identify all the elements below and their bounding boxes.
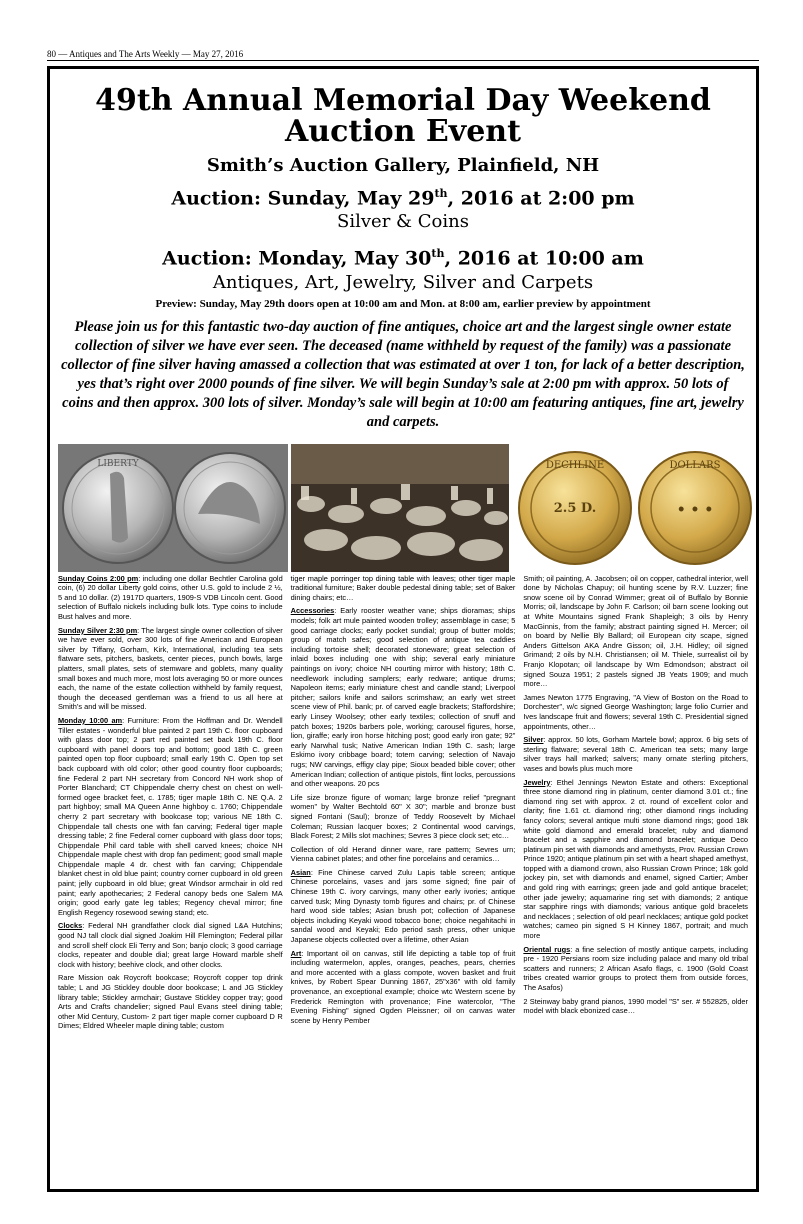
listing-paragraph — [291, 845, 516, 864]
silver-room-photo — [291, 444, 509, 572]
monday-main: Auction: Monday, May 30 — [162, 247, 432, 270]
listing-paragraph — [58, 973, 283, 1031]
listing-column-2 — [291, 574, 516, 1035]
listing-paragraph — [291, 793, 516, 841]
paragraph-text: Life size bronze figure of woman; large bronze relief "pregnant women" by Walter Bechtold 60" X 30"; marble and bronze bust signed Fontani (Saul); bronze of Teddy Roosevelt by Michael Coleman; Russian lacquer boxes; 2 Continental wood carvings, Black Forest; 2 Mills slot machines; Sevres 3 piece clock set; etc… — [290, 792, 516, 841]
listing-paragraph — [291, 868, 516, 945]
paragraph-lead: Oriental rugs — [523, 944, 571, 954]
gallery-name: Smith’s Auction Gallery, Plainfield, NH — [206, 155, 600, 176]
paragraph-text: : The largest single owner collection of silver we have ever sold, over 300 lots of fine American and European silver by Tiffany, Gorham, Kirk, International, including tea sets flatware sets, pitchers, baskets, center pieces, punch bowls, large platters, small plates, sets of stemware and goblets, many quality small boxes and much more, most lots averaging 50 or more ounces each, the name of the estate collection withheld by family request, though the deceased gentleman was a friend to us all here at Smith’s and will be missed. — [58, 625, 283, 712]
paragraph-text: : approx. 50 lots, Gorham Martele bowl; approx. 6 big sets of sterling flatware; several 18th C. American tea sets; many large silver trays hall marked; salvers; many ornate sterling pitchers, vases and bowls plus much more — [523, 735, 749, 773]
monday-auction-heading — [50, 243, 756, 269]
listing-paragraph — [523, 945, 748, 993]
sunday-rest: , 2016 at 2:00 pm — [447, 187, 635, 210]
silver-coins-image — [58, 444, 288, 572]
listing-columns — [50, 574, 756, 1035]
paragraph-text: : Fine Chinese carved Zulu Lapis table screen; antique Chinese porcelains, vases and jars some signed; fine pair of Chinese 19th C. ivory carvings, many other early ivories; antique carved tusk; Ming Dynasty tomb figures and chairs; pr. of Chinese hard wood side tables; Asian brush pot; collection of Japanese objects including Keyaki wood tobacco bone; choice negahitachi in sandal wood and Keyaki; Edo period sash press, other unique Japanese objects collected over a lifetime, other Asian — [290, 867, 516, 945]
ad-title-line-1: 49th Annual Memorial Day Weekend — [95, 83, 711, 118]
paragraph-lead: Sunday Silver 2:30 pm — [58, 625, 138, 635]
paragraph-text: : Furniture: From the Hoffman and Dr. Wendell Tiller estates - wonderful blue painted 2 part 19th C. floor cupboard with glass door top; 2 part red painted set back 19th C. floor cupboard with panel doors top and bottom; good 18th C. green painted open top floor cupboard; small early 19th C. Open top set back cupboard with old color; other good country floor cupboards; fine Federal 2 part NH secretary from Concord NH work shop of Porter Blanchard; CT Chippendale cherry chest on chest on well-formed ogee bracket feet, c. 1785; tiger maple 18th C. NE Q.A. 2 part highboy; small MA Queen Anne highboy c. 1760; Chippendale cherry 2 part secretary with bookcase top; various NE 18th C. Chippendale tall chests one with fan carving; Federal tiger maple dressing table; 2 fine Federal corner cupboard with glass door tops; Chippendale Phil card table with shell carved knees; choice NH Chippendale maple chest with drop fan pediment; good small maple Chippendale maple 4 dr. chest with fan carving; Chippendale blanket chest in old blue paint; country corner cupboard in old green paint; jelly cupboard in old blue; great Windsor armchair in old red paint; early apothecaries; 2 Federal canopy beds one Salem MA origin; good early gate leg tables; Regency cheval mirror; fine English Regency rosewood sewing stand; etc. — [58, 715, 283, 917]
listing-paragraph — [523, 574, 748, 689]
listing-paragraph — [523, 778, 748, 941]
ad-title — [50, 85, 756, 147]
listing-paragraph — [523, 693, 748, 731]
header-rule — [47, 60, 759, 61]
auction-ad — [47, 66, 759, 1192]
gold-coin-photo — [513, 444, 757, 572]
listing-paragraph — [58, 626, 283, 712]
gold-coins-image — [513, 444, 757, 572]
listing-paragraph — [291, 574, 516, 603]
paragraph-text: : Important oil on canvas, still life depicting a table top of fruit including watermelon, apples, oranges, peaches, pears, cherries and more accented with a glass compote, woven basket and fruit knives, by Robert Spear Dunning 1867, 25"x36" with old family provenance, an exceptional example; choice wtc Western scene by Frederick Remington with provenance; Fine watercolor, "The Evening Fishing" signed Ogden Pleissner; oil on canvas water scene by Henry Pember — [290, 948, 516, 1025]
paragraph-text: James Newton 1775 Engraving, "A View of Boston on the Road to Dorchester", w/c signed George Washington; large folio Currier and Ives landscape fruit and flowers; several 19th C. Presidential signed appointments, other… — [523, 692, 749, 731]
intro-paragraph: Please join us for this fantastic two-day auction of fine antiques, choice art and the largest single owner estate collection of silver we have ever seen. The deceased (name withheld by request of the family) was a passionate collector of fine silver having amassed a collection that was estimated at over 1 ton, for lack of a better description, yes that’s right over 2000 pounds of fine silver. We will begin Sunday’s sale at 2:00 pm with approx. 50 lots of coins and then approx. 300 lots of silver. Monday’s sale will begin at 10:00 am featuring antiques, fine art, jewelry and carpets. — [61, 318, 745, 430]
monday-sup: th — [431, 247, 445, 261]
running-header: 80 — Antiques and The Arts Weekly — May 27, 2016 — [47, 49, 244, 59]
paragraph-text: Rare Mission oak Roycroft bookcase; Roycroft copper top drink table; L and JG Stickley double door bookcase; L and JG Stickley library table; Stickley armchair; Gustave Stickley copper tray; good Arts and Crafts chandelier; signed Paul Evans steel dining table; other Mid Century, Custom- 2 part tiger maple corner cupboard D R Dimes; Eldred Wheeler maple dining table; custom — [58, 973, 283, 1031]
paragraph-lead: Jewelry — [523, 777, 551, 787]
sunday-subtitle: Silver & Coins — [337, 211, 469, 233]
listing-paragraph — [58, 921, 283, 969]
coin-photo — [58, 444, 288, 572]
ad-title-line-2: Auction Event — [285, 114, 521, 149]
listing-paragraph — [523, 735, 748, 773]
listing-paragraph — [58, 716, 283, 917]
paragraph-lead: Clocks — [58, 921, 83, 931]
coin-3-legend: DOLLARS — [669, 459, 721, 471]
paragraph-lead: Sunday Coins 2:00 pm — [58, 573, 139, 583]
listing-column-1 — [58, 574, 283, 1035]
photo-strip — [58, 444, 748, 572]
svg-text:• • •: • • • — [676, 501, 714, 518]
coin-2-denomination: 2.5 D. — [553, 500, 597, 516]
preview-line: Preview: Sunday, May 29th doors open at 10:00 am and Mon. at 8:00 am, earlier preview by appointment — [155, 297, 651, 310]
paragraph-text: Collection of old Herand dinner ware, rare pattern; Sevres urn; Vienna cabinet plates; and other fine porcelains and ceramics… — [290, 844, 516, 864]
paragraph-text: 2 Steinway baby grand pianos, 1990 model "S" ser. # 552825, older model with black ebonized case… — [523, 996, 749, 1016]
paragraph-text: : Federal NH grandfather clock dial signed L&A Hutchins; good NJ tall clock dial signed Joakim Hill Flemington; Federal pillar and scroll shelf clock Eli Terry and Son; banjo clock; 3 good carriage clocks, repeater and double dial; great large Howard marble shelf clock with history; beehive clock, and other clocks. — [58, 921, 283, 969]
paragraph-text: : including one dollar Bechtler Carolina gold coin, (6) 20 dollar Liberty gold coins, other U.S. gold to include 2 ½, 5 and 10 dollar. (2) 1917D quarters, 1909-S VDB Lincoln cent. Good selection of Buffalo nickels including bulk lots. Type coins to include Bust halves and more. — [58, 573, 283, 622]
paragraph-text: Smith; oil painting, A. Jacobsen; oil on copper, cathedral interior, well done by Nicholas Chapuy; oil hunting scene by R.V. Luzzer; fine snow scene oil by Conrad Wimmer; great oil of Buffalo by Bonnie Morris; oil, landscape by John F. Carlson; oil barn scene looking out at White Mountains signed Frank Shapleigh; 3 oils by Henry MacGinnis, from the family; abstract painting signed H. Mercer; oil on board by Nellie Bly Ballard; oil European city scape, signed Anders Gittelson AKA Andre Gisson; oil, J.H. Hidley; oil signed Grimand; 2 oils by N.H. Christiansen; oil M. Thiele, surrealist oil by Franjo Klopotan; oil landscape by Wm Edmondson; abstract oil signed Souza 1951; 2 pastels signed JB Yeats 1909; and much more… — [523, 573, 749, 689]
paragraph-lead: Monday 10:00 am — [58, 715, 123, 725]
silver-display-image — [291, 444, 509, 572]
paragraph-lead: Asian — [290, 867, 311, 877]
monday-rest: , 2016 at 10:00 am — [444, 247, 644, 270]
coin-2-legend-top: DECHLINE — [545, 459, 605, 471]
sunday-main: Auction: Sunday, May 29 — [171, 187, 435, 210]
listing-column-3 — [523, 574, 748, 1035]
paragraph-text: : Early rooster weather vane; ships dioramas; ships models; folk art mule painted wooden trolley; assemblage in case; 5 good carriage clocks; early pocket sundial; group of butter molds; group of match safes; good selection of antique tea caddies including tortoise shell; decorated stoneware; great selection of inlaid boxes including one with ship; several early miniature paintings on ivory; choice NH courting mirror with history; 18th C. needlework including samplers; early redware; antique drums; Napoleon items; early miniature chest and candle stand; Liverpool pitcher; sailors knife and sailors scrimshaw; an early wet street scene view of Phil. bank; pr. of carved eagle brackets; Staffordshire; early Linsey Woolsey; other early textiles; collection of snuff and patch boxes; 1920s barbers pole, working; carousel figures, horse, lion, giraffe; early iron horse hitching post; good early iron gate; 92" early Narwhal tusk; Native American Indian 19th C. sash; large Eskimo ivory cribbage board; totem carving; selection of Navajo rugs; NW carvings, effigy clay pipe; Sioux beaded bible cover; other American Indian; collection of antique pistols, flint locks, percussions and other weapons. 20 pcs — [290, 606, 516, 789]
paragraph-text: : Ethel Jennings Newton Estate and others: Exceptional three stone diamond ring in platinum, center diamond 3.01 ct.; fine diamond ring set with approx. 2 ct. round of excellent color and clarity; fine 1.61 ct. diamond ring; other diamond rings including fancy colors; several antique multi stone diamond rings; good 18k white gold diamond and emerald bracelet; ruby and diamond bracelet and a sapphire and diamond bracelet; antique Deco platinum pin set with diamonds and amethysts, Prov. Russian Crown Prince 1920; antique platinum pin set with a heart shaped amethyst, topped with a diamond crown, also Russian Crown Prince; 18k gold jockey pin, set with diamonds and enamel, signed Cartier; Amber and gold ring with earrings; green jade and gold antique bracelet; other jade jewelry; aquamarine ring set with diamonds; 2 antique star sapphire rings with diamonds; various antique gold bracelets and necklaces ; selection of old pearl necklaces; antique gold pocket watches; cameo pin signed S H Kinney 1867, portrait; and much more — [523, 777, 749, 941]
paragraph-lead: Art — [290, 948, 302, 958]
coin-1-legend: LIBERTY — [97, 458, 139, 469]
sunday-sup: th — [434, 187, 448, 200]
paragraph-lead: Silver — [523, 735, 544, 745]
sunday-auction-heading — [50, 183, 756, 209]
listing-paragraph — [291, 606, 516, 788]
listing-paragraph — [291, 949, 516, 1026]
listing-paragraph — [523, 997, 748, 1016]
listing-paragraph — [58, 574, 283, 622]
paragraph-lead: Accessories — [290, 606, 335, 616]
monday-subtitle: Antiques, Art, Jewelry, Silver and Carpets — [212, 271, 594, 293]
paragraph-text: tiger maple porringer top dining table with leaves; other tiger maple traditional furniture; Baker double pedestal dining table; set of Baker dining chairs; etc… — [290, 573, 516, 602]
paragraph-text: : a fine selection of mostly antique carpets, including pre - 1920 Persians room size including palace and many old tribal scatters and runners; 2 African Asafo flags, c. 1900 (Gold Coast tribes created warrior groups to protect them from outside forces, The Asafos) — [523, 944, 749, 992]
